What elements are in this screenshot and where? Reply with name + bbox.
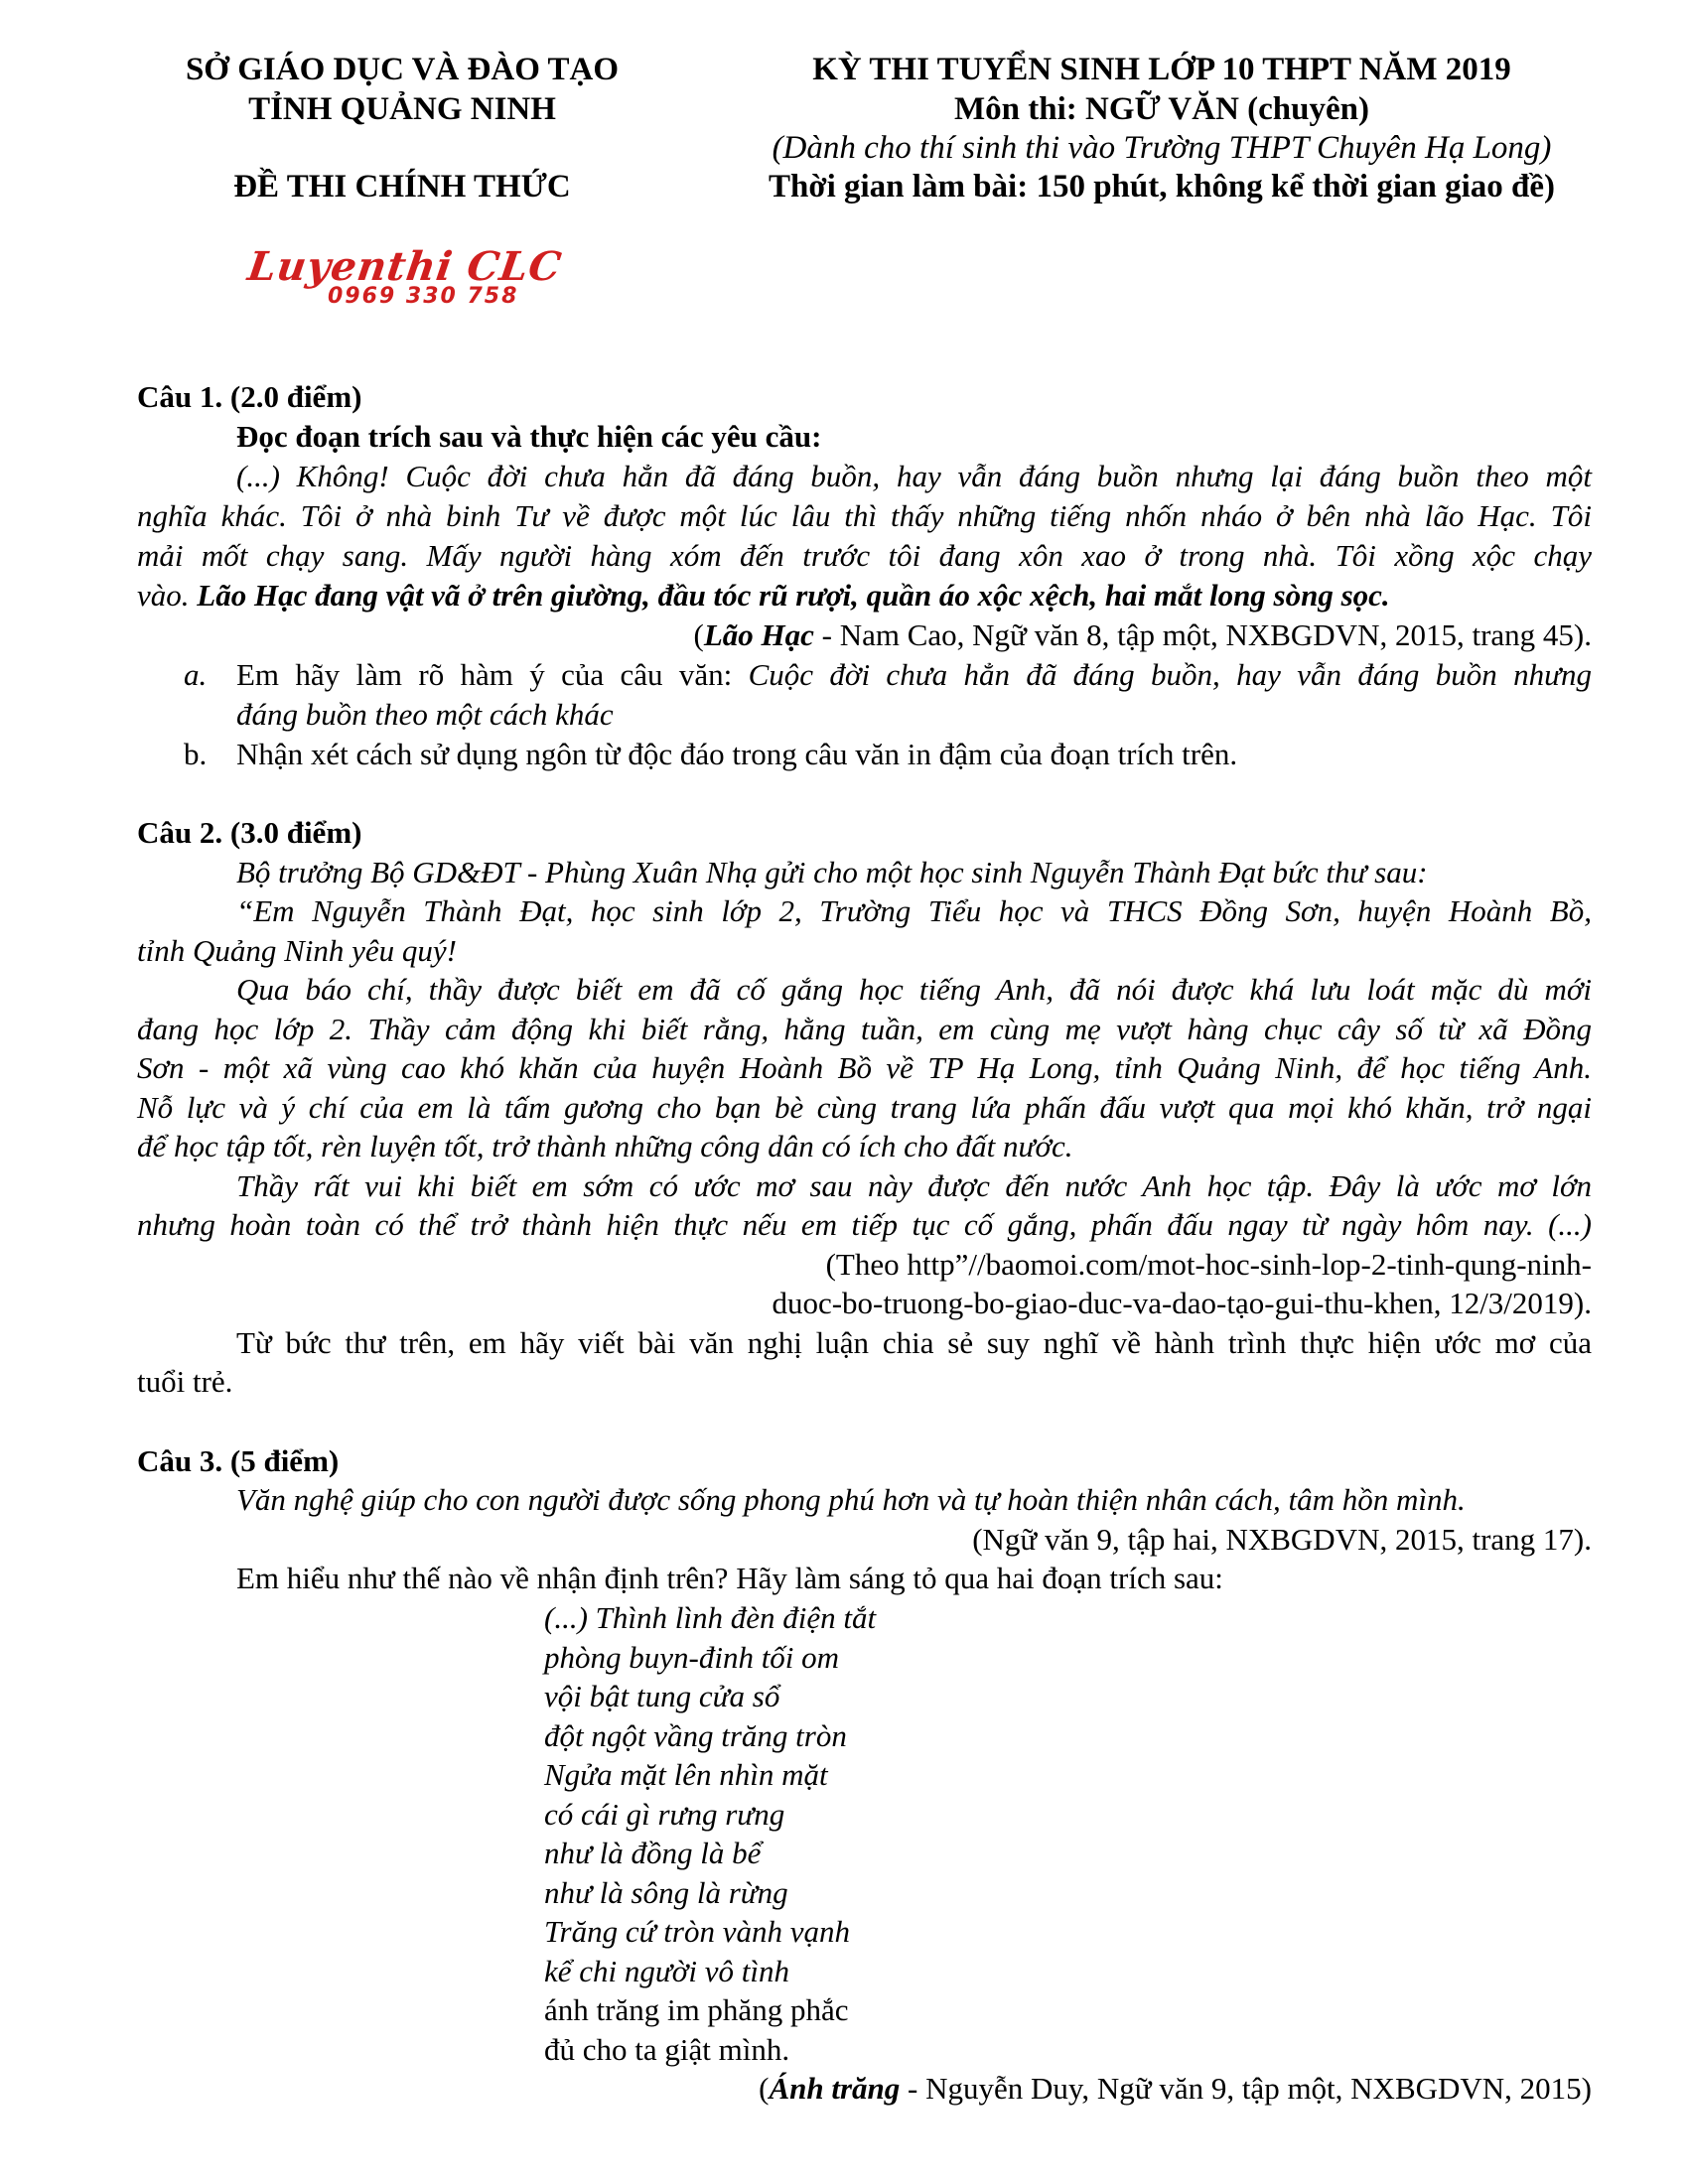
q1-a-quote: Cuộc đời chưa hẳn đã đáng buồn, hay vẫn đáng buồn nhưng [748,657,1592,692]
watermark-logo [244,243,566,314]
poem-line: đột ngột vầng trăng tròn [544,1718,847,1753]
poem-line: phòng buyn-đinh tối om [544,1640,840,1675]
q1-source-title: Lão Hạc [703,617,814,652]
q1-source-paren: ( [693,617,704,652]
exam-target: (Dành cho thí sinh thi vào Trường THPT Chuyên Hạ Long) [772,130,1552,166]
q2-source-line: (Theo http”//baomoi.com/mot-hoc-sinh-lop-2-tinh-qung-ninh- [825,1247,1592,1282]
q2-title: Câu 2. (3.0 điểm) [137,815,362,850]
exam-subject: Môn thi: NGỮ VĂN (chuyên) [954,91,1369,127]
poem-line: đủ cho ta giật mình. [544,2032,790,2067]
poem-line: (...) Thình lình đèn điện tắt [544,1600,877,1635]
poem-line: ánh trăng im phăng phắc [544,1992,849,2027]
q1-a-quote-cont: đáng buồn theo một cách khác [236,697,614,732]
poem-source-title: Ánh trăng [769,2071,901,2106]
q2-letter-line: Qua báo chí, thầy được biết em đã cố gắng học tiếng Anh, đã nói được khá lưu loát mặc dù mới [236,972,1592,1007]
poem-line: Ngửa mặt lên nhìn mặt [544,1757,828,1792]
q1-passage-line: nghĩa khác. Tôi ở nhà binh Tư về được một lúc lâu thì thấy những tiếng nhốn nháo ở bên nhà lão Hạc. Tôi [137,498,1592,533]
q1-passage-line: mải mốt chạy sang. Mấy người hàng xóm đến trước tôi đang xôn xao ở trong nhà. Tôi xồng xộc chạy [137,538,1592,573]
poem-line: như là đồng là bể [544,1836,762,1870]
q1-b-label: b. [184,737,208,771]
q1-instruction: Đọc đoạn trích sau và thực hiện các yêu cầu: [236,419,822,454]
poem-line: như là sông là rừng [544,1875,788,1910]
q2-letter-line: để học tập tốt, rèn luyện tốt, trở thành những công dân có ích cho đất nước. [137,1129,1073,1163]
q2-letter-line: Sơn - một xã vùng cao khó khăn của huyện Hoành Bồ về TP Hạ Long, tỉnh Quảng Ninh, để học tiếng Anh. [137,1050,1592,1085]
q1-passage-line [137,576,1390,615]
q2-intro: Bộ trưởng Bộ GD&ĐT - Phùng Xuân Nhạ gửi cho một học sinh Nguyễn Thành Đạt bức thư sau: [236,855,1428,889]
q3-quote-source: (Ngữ văn 9, tập hai, NXBGDVN, 2015, trang 17). [972,1522,1592,1557]
q3-task: Em hiểu như thế nào về nhận định trên? Hãy làm sáng tỏ qua hai đoạn trích sau: [236,1561,1223,1595]
poem-source [759,2069,1592,2109]
q2-letter-line: nhưng hoàn toàn có thể trở thành hiện thực nếu em tiếp tục cố gắng, phấn đấu ngay từ ngày hôm nay. (...) [137,1207,1592,1242]
poem-line: vội bật tung cửa sổ [544,1679,780,1713]
poem-line: kể chi người vô tình [544,1954,789,1988]
poem-line: Trăng cứ tròn vành vạnh [544,1914,850,1949]
exam-duration: Thời gian làm bài: 150 phút, không kể thời gian giao đề) [768,169,1556,205]
q2-letter-line: đang học lớp 2. Thầy cảm động khi biết rằng, hằng tuần, em cùng mẹ vượt hàng chục cây số từ xã Đồng [137,1012,1592,1046]
q1-bold-sentence: Lão Hạc đang vật vã ở trên giường, đầu tóc rũ rượi, quần áo xộc xệch, hai mắt long sòng sọc. [197,578,1390,613]
province-name: TỈNH QUẢNG NINH [248,91,556,127]
poem-line: có cái gì rưng rưng [544,1797,785,1832]
official-exam-label: ĐỀ THI CHÍNH THỨC [233,169,571,205]
q2-task: Từ bức thư trên, em hãy viết bài văn nghị luận chia sẻ suy nghĩ về hành trình thực hiện ước mơ của [236,1325,1592,1360]
q3-title: Câu 3. (5 điểm) [137,1443,340,1478]
q1-a-text [236,655,1592,695]
q1-passage-line: (...) Không! Cuộc đời chưa hẳn đã đáng buồn, hay vẫn đáng buồn nhưng lại đáng buồn theo một [236,459,1592,493]
poem-source-paren: ( [759,2071,770,2106]
q1-a-label: a. [184,657,208,692]
logo-text: Luyenthi CLC [244,243,565,290]
poem-source-rest: - Nguyễn Duy, Ngữ văn 9, tập một, NXBGDVN, 2015) [900,2071,1592,2106]
q3-quote: Văn nghệ giúp cho con người được sống phong phú hơn và tự hoàn thiện nhân cách, tâm hồn mình. [236,1482,1466,1517]
q1-source [694,615,1592,655]
q1-b-text: Nhận xét cách sử dụng ngôn từ độc đáo trong câu văn in đậm của đoạn trích trên. [236,737,1238,771]
q2-letter-line: “Em Nguyễn Thành Đạt, học sinh lớp 2, Trường Tiểu học và THCS Đồng Sơn, huyện Hoành Bồ, [236,893,1592,928]
q2-source-line: duoc-bo-truong-bo-giao-duc-va-dao-tạo-gui-thu-khen, 12/3/2019). [772,1286,1592,1320]
q1-title: Câu 1. (2.0 điểm) [137,379,362,414]
exam-title: KỲ THI TUYỂN SINH LỚP 10 THPT NĂM 2019 [812,52,1511,87]
logo-phone: 0969 330 758 [328,284,519,309]
q2-task-cont: tuổi trẻ. [137,1364,233,1399]
department-name: SỞ GIÁO DỤC VÀ ĐÀO TẠO [185,52,620,87]
q1-a-prompt: Em hãy làm rõ hàm ý của câu văn: [236,657,749,692]
q2-letter-line: tỉnh Quảng Ninh yêu quý! [137,933,458,968]
q1-source-rest: - Nam Cao, Ngữ văn 8, tập một, NXBGDVN, 2015, trang 45). [813,617,1592,652]
q1-passage-text: vào. [137,578,198,613]
q2-letter-line: Nỗ lực và ý chí của em là tấm gương cho bạn bè cùng trang lứa phấn đấu vượt qua mọi khó khăn, trở ngại [137,1090,1592,1125]
q2-letter-line: Thầy rất vui khi biết em sớm có ước mơ sau này được đến nước Anh học tập. Đây là ước mơ lớn [236,1168,1592,1203]
